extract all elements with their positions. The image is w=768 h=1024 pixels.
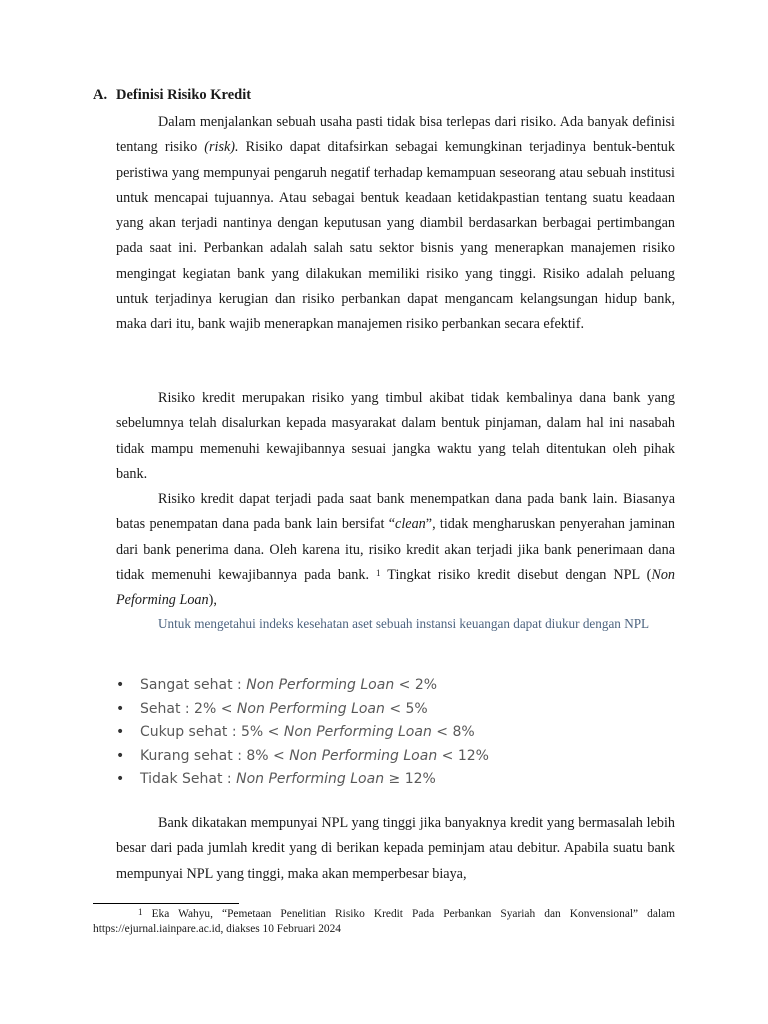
footnote-number: 1	[138, 907, 143, 917]
bullet-icon: •	[116, 677, 125, 693]
list-item: • Tidak Sehat : Non Performing Loan ≥ 12%	[116, 768, 489, 792]
footnote-reference[interactable]: 1	[376, 567, 381, 578]
footnote: $^1$ Eka Wahyu, “Pemetaan Penelitian Risiko Kredit Pada Perbankan Syariah dan Konvensional” dalam https://ejurnal.iainpare.ac.id, diakses 10 Februari 2024	[93, 907, 675, 935]
bullet-icon: •	[116, 700, 125, 717]
bullet-icon: •	[116, 747, 125, 764]
risk-term: (risk).	[204, 139, 239, 156]
section-number: A.	[93, 87, 108, 103]
npl-note: Untuk mengetahui indeks kesehatan aset sebuah instansi keuangan dapat diukur dengan NPL	[158, 616, 650, 631]
paragraph-high-npl: Bank dikatakan mempunyai NPL yang tinggi jika banyaknya kredit yang bermasalah lebih besar dari pada jumlah kredit yang di berikan kepada peminjam atau debitur. Apabila suatu bank mempunyai NPL yang tinggi, maka akan memperbesar biaya,	[116, 815, 675, 882]
paragraph-npl: Risiko kredit dapat terjadi pada saat bank menempatkan dana pada bank lain. Biasanya batas penempatan dana pada bank lain bersifat “clean”, tidak mengharuskan penyerahan jaminan dari bank penerima dana. Oleh karena itu, risiko kredit akan terjadi jika bank penerimaan dana tidak memenuhi kewajibannya pada bank. $^1$ Tingkat risiko kredit disebut dengan NPL (Non Peforming Loan),	[116, 491, 676, 609]
bullet-icon: •	[116, 771, 125, 787]
list-item: • Cukup sehat : 5% < Non Performing Loan < 8%	[116, 721, 489, 745]
npl-criteria-list	[116, 674, 489, 792]
list-item: • Sehat : 2% < Non Performing Loan < 5%	[116, 698, 489, 722]
paragraph-credit-risk: Risiko kredit merupakan risiko yang timbul akibat tidak kembalinya dana bank yang sebelumnya telah disalurkan kepada masyarakat dalam bentuk pinjaman, dalam hal ini nasabah tidak mampu memenuhi kewajibannya sesuai jangka waktu yang telah ditentukan oleh pihak bank.	[116, 390, 675, 482]
paragraph-definition: Dalam menjalankan sebuah usaha pasti tidak bisa terlepas dari risiko. Ada banyak definisi tentang risiko (risk). Risiko dapat ditafsirkan sebagai kemungkinan terjadinya bentuk-bentuk peristiwa yang mempunyai pengaruh negatif terhadap kemampuan seseorang atau sebuah institusi untuk mencapai tujuannya. Atau sebagai bentuk keadaan ketidakpastian tentang suatu keadaan yang akan terjadi nantinya dengan keputusan yang diambil berdasarkan berbagai pertimbangan pada saat ini. Perbankan adalah salah satu sektor bisnis yang menerapkan manajemen risiko mengingat kegiatan bank yang dilakukan memiliki risiko yang tinggi. Risiko adalah peluang untuk terjadinya kerugian dan risiko perbankan dapat mengancam kelangsungan hidup bank, maka dari itu, bank wajib menerapkan manajemen risiko perbankan secara efektif.	[116, 114, 675, 333]
bullet-icon: •	[116, 724, 125, 740]
list-item: • Sangat sehat : Non Performing Loan < 2%	[116, 674, 489, 698]
list-item: • Kurang sehat : 8% < Non Performing Loan < 12%	[116, 745, 489, 769]
section-heading	[93, 87, 251, 104]
footnote-divider	[93, 903, 239, 904]
section-title: Definisi Risiko Kredit	[116, 87, 252, 103]
